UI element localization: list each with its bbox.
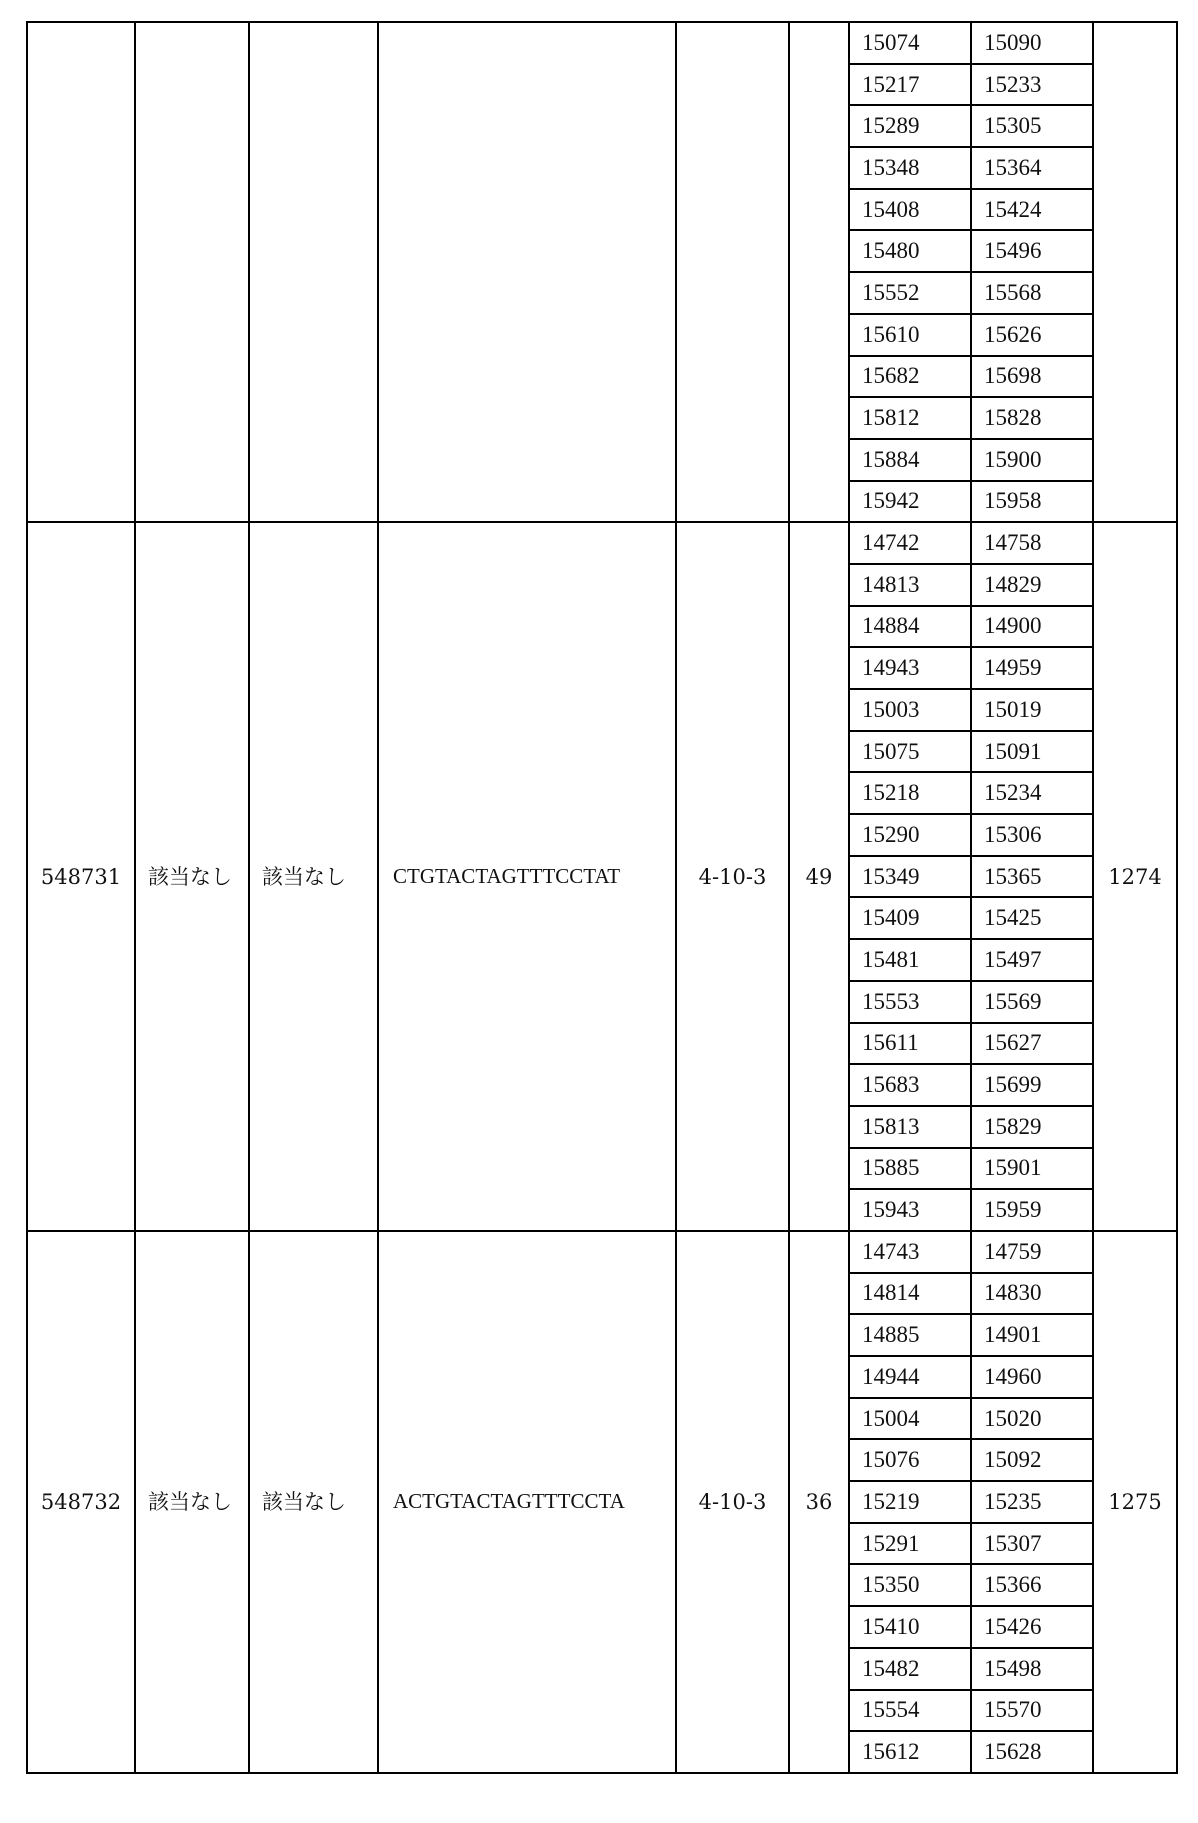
position-start-cell: 15942 (850, 481, 971, 522)
target-positions-cell (849, 1231, 1093, 1773)
position-start-cell: 15349 (850, 856, 971, 898)
table-row (27, 1231, 1177, 1773)
position-stop-cell: 15568 (971, 272, 1092, 314)
position-row (850, 105, 1092, 147)
position-start-cell: 15480 (850, 230, 971, 272)
position-start-cell: 15076 (850, 1439, 971, 1481)
position-stop-cell: 15829 (971, 1106, 1092, 1148)
table-row (27, 22, 1177, 522)
start-site-cell: 該当なし (135, 1231, 249, 1773)
position-stop-cell: 15570 (971, 1690, 1092, 1732)
position-row (850, 1648, 1092, 1690)
position-stop-cell: 15307 (971, 1523, 1092, 1565)
position-row (850, 897, 1092, 939)
position-start-cell: 15218 (850, 772, 971, 814)
target-positions-table (850, 523, 1092, 1230)
position-row (850, 481, 1092, 522)
position-start-cell: 15409 (850, 897, 971, 939)
target-positions-cell (849, 22, 1093, 522)
position-stop-cell: 15364 (971, 147, 1092, 189)
position-stop-cell: 15233 (971, 64, 1092, 106)
position-row (850, 272, 1092, 314)
position-start-cell: 15812 (850, 397, 971, 439)
stop-site-cell: 該当なし (249, 522, 378, 1231)
position-row (850, 1690, 1092, 1732)
position-start-cell: 15482 (850, 1648, 971, 1690)
position-row (850, 1023, 1092, 1065)
position-stop-cell: 15092 (971, 1439, 1092, 1481)
position-row (850, 1481, 1092, 1523)
position-row (850, 314, 1092, 356)
position-row (850, 731, 1092, 773)
position-start-cell: 15075 (850, 731, 971, 773)
position-start-cell: 15553 (850, 981, 971, 1023)
position-row (850, 1232, 1092, 1273)
position-start-cell: 14742 (850, 523, 971, 564)
position-start-cell: 15289 (850, 105, 971, 147)
position-stop-cell: 15090 (984, 29, 1042, 55)
target-positions-table (850, 23, 1092, 521)
position-start-cell: 15552 (850, 272, 971, 314)
position-stop-cell: 15235 (971, 1481, 1092, 1523)
position-stop-cell: 14759 (984, 1238, 1042, 1264)
position-stop-cell: 15698 (971, 356, 1092, 398)
position-row (850, 1189, 1092, 1230)
position-row (850, 772, 1092, 814)
position-stop-cell: 15628 (971, 1731, 1092, 1772)
position-row (850, 1523, 1092, 1565)
target-positions-table (850, 1232, 1092, 1772)
position-row (850, 1439, 1092, 1481)
position-row (850, 1148, 1092, 1190)
position-row (850, 189, 1092, 231)
position-row (850, 230, 1092, 272)
position-row (850, 23, 1092, 64)
position-start-cell: 15074 (850, 23, 971, 64)
position-row (850, 1314, 1092, 1356)
position-stop-cell: 14829 (971, 564, 1092, 606)
position-row (850, 1606, 1092, 1648)
position-row (850, 1273, 1092, 1315)
position-stop-cell: 15091 (971, 731, 1092, 773)
position-row (850, 1064, 1092, 1106)
sequence-cell: ACTGTACTAGTTTCCTA (378, 1231, 676, 1773)
position-start-cell: 15410 (850, 1606, 971, 1648)
position-stop-cell: 15496 (971, 230, 1092, 272)
table-body (27, 22, 1177, 1773)
position-start-cell: 15408 (850, 189, 971, 231)
start-site-cell (135, 22, 249, 522)
inhibition-cell (789, 22, 849, 522)
position-start-cell: 14884 (850, 606, 971, 648)
position-stop-cell: 14960 (971, 1356, 1092, 1398)
position-stop-cell: 15426 (971, 1606, 1092, 1648)
position-stop-cell: 14900 (971, 606, 1092, 648)
target-positions-cell (849, 522, 1093, 1231)
position-start-cell: 15004 (850, 1398, 971, 1440)
position-start-cell: 15682 (850, 356, 971, 398)
position-stop-cell: 15498 (971, 1648, 1092, 1690)
position-start-cell: 15219 (850, 1481, 971, 1523)
seq-id-cell: 1274 (1093, 522, 1177, 1231)
isis-number-cell: 548732 (27, 1231, 135, 1773)
sequence-cell: CTGTACTAGTTTCCTAT (378, 522, 676, 1231)
position-stop-cell: 15234 (971, 772, 1092, 814)
oligonucleotide-table (26, 21, 1178, 1774)
position-stop-cell: 14959 (971, 647, 1092, 689)
position-start-cell: 14943 (850, 647, 971, 689)
position-start-cell: 15554 (850, 1690, 971, 1732)
position-row (850, 564, 1092, 606)
position-stop-cell: 15305 (971, 105, 1092, 147)
position-row (850, 981, 1092, 1023)
position-start-cell: 15943 (850, 1189, 971, 1230)
position-row (850, 856, 1092, 898)
position-stop-cell: 15569 (971, 981, 1092, 1023)
position-row (850, 1106, 1092, 1148)
position-stop-cell: 14758 (984, 530, 1042, 556)
position-stop-cell: 14901 (971, 1314, 1092, 1356)
position-start-cell: 14814 (850, 1273, 971, 1315)
position-stop-cell: 15497 (971, 939, 1092, 981)
seq-id-cell (1093, 22, 1177, 522)
position-stop-cell: 15627 (971, 1023, 1092, 1065)
position-start-cell: 15885 (850, 1148, 971, 1190)
position-start-cell: 15348 (850, 147, 971, 189)
table-row (27, 522, 1177, 1231)
inhibition-cell: 49 (789, 522, 849, 1231)
position-row (850, 439, 1092, 481)
position-stop-cell: 15900 (971, 439, 1092, 481)
position-row (850, 939, 1092, 981)
position-stop-cell: 15958 (971, 481, 1092, 522)
position-start-cell: 15611 (850, 1023, 971, 1065)
motif-cell: 4-10-3 (676, 1231, 789, 1773)
position-start-cell: 15481 (850, 939, 971, 981)
position-row (850, 147, 1092, 189)
position-start-cell: 14743 (850, 1232, 971, 1273)
inhibition-cell: 36 (789, 1231, 849, 1773)
seq-id-cell: 1275 (1093, 1231, 1177, 1773)
position-start-cell: 15610 (850, 314, 971, 356)
position-start-cell: 15217 (850, 64, 971, 106)
position-stop-cell: 15828 (971, 397, 1092, 439)
position-start-cell: 15884 (850, 439, 971, 481)
position-stop-cell: 15959 (971, 1189, 1092, 1230)
position-stop-cell: 15626 (971, 314, 1092, 356)
position-stop-cell: 15365 (971, 856, 1092, 898)
isis-number-cell (27, 22, 135, 522)
position-row (850, 356, 1092, 398)
position-start-cell: 14813 (850, 564, 971, 606)
position-start-cell: 14944 (850, 1356, 971, 1398)
position-stop-cell: 15306 (971, 814, 1092, 856)
position-row (850, 689, 1092, 731)
position-start-cell: 15003 (850, 689, 971, 731)
position-row (850, 64, 1092, 106)
position-row (850, 397, 1092, 439)
position-stop-cell: 15019 (971, 689, 1092, 731)
position-start-cell: 15290 (850, 814, 971, 856)
position-row (850, 523, 1092, 564)
position-start-cell: 14885 (850, 1314, 971, 1356)
position-stop-cell: 14830 (971, 1273, 1092, 1315)
position-start-cell: 15813 (850, 1106, 971, 1148)
position-row (850, 1564, 1092, 1606)
position-stop-cell: 15424 (971, 189, 1092, 231)
stop-site-cell: 該当なし (249, 1231, 378, 1773)
position-row (850, 1398, 1092, 1440)
position-row (850, 1356, 1092, 1398)
position-stop-cell: 15901 (971, 1148, 1092, 1190)
position-start-cell: 15350 (850, 1564, 971, 1606)
position-row (850, 647, 1092, 689)
position-row (850, 1731, 1092, 1772)
sequence-cell (378, 22, 676, 522)
position-stop-cell: 15020 (971, 1398, 1092, 1440)
start-site-cell: 該当なし (135, 522, 249, 1231)
position-start-cell: 15612 (850, 1731, 971, 1772)
position-start-cell: 15291 (850, 1523, 971, 1565)
position-row (850, 814, 1092, 856)
isis-number-cell: 548731 (27, 522, 135, 1231)
motif-cell (676, 22, 789, 522)
position-row (850, 606, 1092, 648)
motif-cell: 4-10-3 (676, 522, 789, 1231)
position-stop-cell: 15366 (971, 1564, 1092, 1606)
position-stop-cell: 15699 (971, 1064, 1092, 1106)
position-stop-cell: 15425 (971, 897, 1092, 939)
stop-site-cell (249, 22, 378, 522)
position-start-cell: 15683 (850, 1064, 971, 1106)
